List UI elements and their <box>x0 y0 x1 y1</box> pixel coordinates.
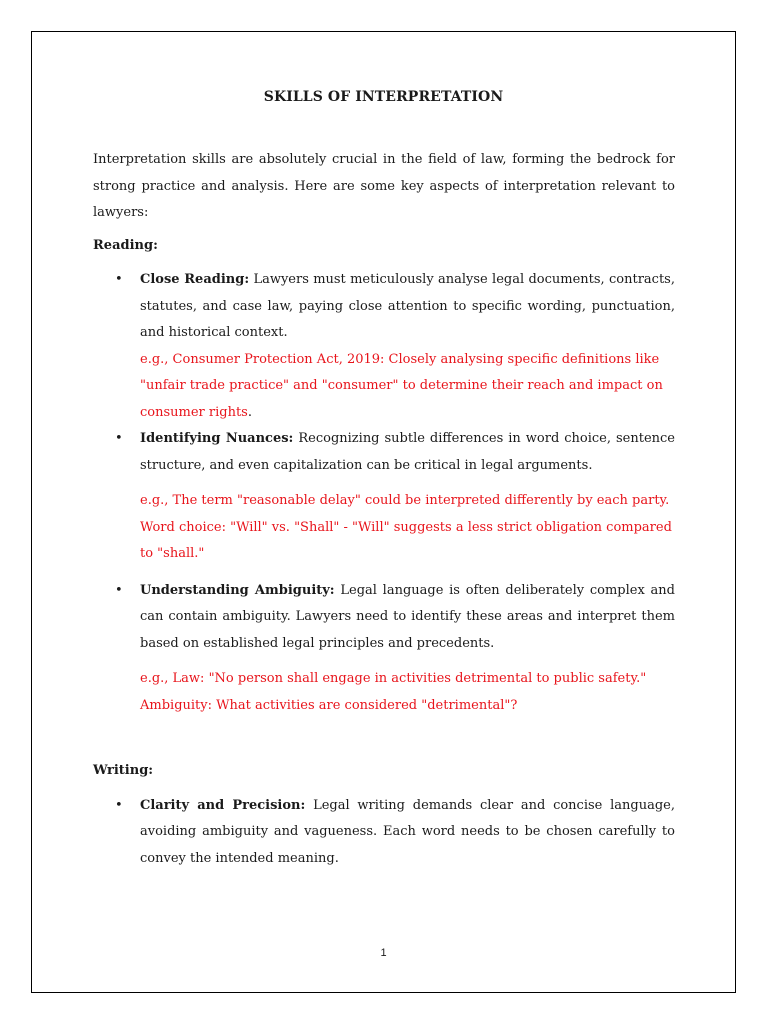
bullet-icon: • <box>115 431 123 446</box>
intro-paragraph: Interpretation skills are absolutely crucial in the field of law, forming the bedrock for strong practice and analysis. Here are some key aspects of interpretation relevant to lawyers: <box>93 152 675 220</box>
example-period: . <box>247 404 252 420</box>
document-page <box>31 31 736 993</box>
document-body <box>93 147 675 872</box>
item-text: Recognizing subtle differences in word choice, sentence structure, and even capitalization can be critical in legal arguments. <box>140 431 675 473</box>
item-text: Legal writing demands clear and concise language, avoiding ambiguity and vagueness. Each word needs to be chosen carefully to convey the intended meaning. <box>140 797 676 866</box>
term-understanding-ambiguity: Understanding Ambiguity: <box>140 582 335 598</box>
list-item-identifying-nuances <box>93 426 675 568</box>
bullet-icon: • <box>115 272 123 287</box>
example-close-reading <box>140 347 675 427</box>
example-identifying-nuances: e.g., The term "reasonable delay" could be interpreted differently by each party. Word choice: "Will" vs. "Shall" - "Will" suggests a less strict obligation compared to "shall." <box>140 493 672 561</box>
document-title: SKILLS OF INTERPRETATION <box>263 89 504 105</box>
term-identifying-nuances: Identifying Nuances: <box>140 431 294 446</box>
bullet-icon: • <box>115 797 123 813</box>
list-item-understanding-ambiguity <box>93 578 675 720</box>
section-heading-reading: Reading: <box>93 237 158 253</box>
example-text: e.g., Consumer Protection Act, 2019: Closely analysing specific definitions like "unfair trade practice" and "consumer" to determine their reach and impact on consumer rights <box>140 351 663 420</box>
section-heading-writing: Writing: <box>93 763 154 778</box>
bullet-icon: • <box>115 582 123 598</box>
writing-list <box>93 793 675 873</box>
page-number: 1 <box>380 947 387 959</box>
item-text: Legal language is often deliberately complex and can contain ambiguity. Lawyers need to identify these areas and interpret them based on established legal principles and precedents. <box>140 582 675 651</box>
example-understanding-ambiguity: e.g., Law: "No person shall engage in activities detrimental to public safety." Ambiguity: What activities are considered "detrimental"? <box>140 671 647 713</box>
term-clarity-precision: Clarity and Precision: <box>140 797 306 813</box>
item-text: Lawyers must meticulously analyse legal documents, contracts, statutes, and case law, paying close attention to specific wording, punctuation, and historical context. <box>140 272 675 340</box>
reading-list <box>93 267 675 719</box>
term-close-reading: Close Reading: <box>140 272 250 287</box>
list-item-close-reading <box>93 267 675 426</box>
list-item-clarity-precision <box>93 793 675 873</box>
